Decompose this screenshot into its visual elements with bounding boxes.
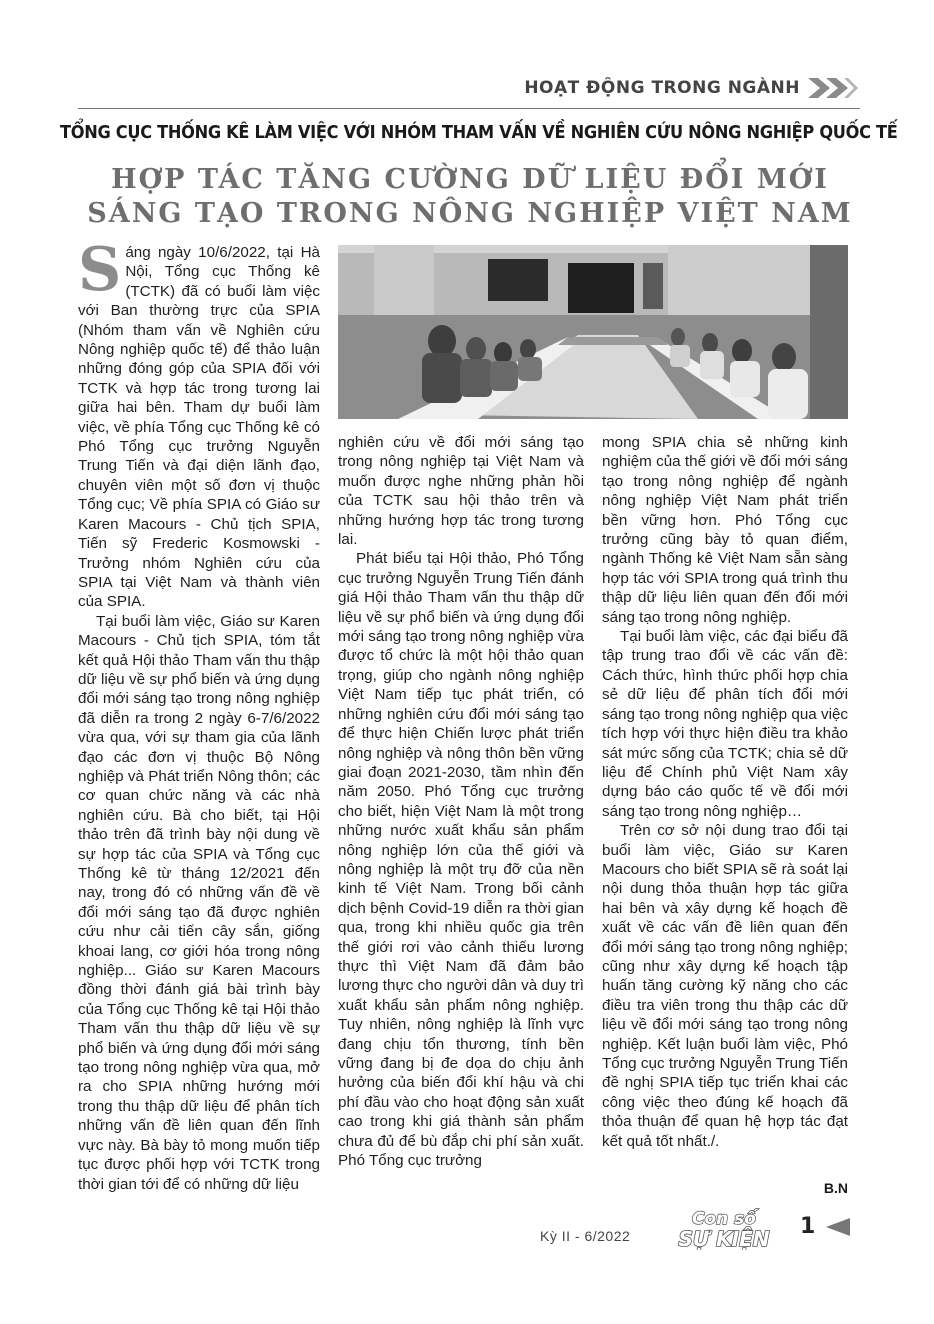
svg-text:SỰ KIỆN: SỰ KIỆN	[678, 1227, 770, 1250]
magazine-logo	[664, 1206, 784, 1250]
headline-line-1: HỢP TÁC TĂNG CƯỜNG DỮ LIỆU ĐỔI MỚI	[111, 164, 829, 195]
paragraph: Phát biểu tại Hội thảo, Phó Tổng cục trưởng Nguyễn Trung Tiến đánh giá Hội thảo Tham vấn thu thập dữ liệu về sự phổ biến và ứng dụng đổi mới sáng tạo trong nông nghiệp vừa được tổ chức là một hội thảo quan trọng, giúp cho ngành nông nghiệp Việt Nam tiếp tục phát triển, có những nghiên cứu đổi mới sáng tạo để thực hiện Chiến lược phát triển nông nghiệp và nông thôn bền vững giai đoạn 2021-2030, tầm nhìn đến năm 2050. Phó Tổng cục trưởng cho biết, hiện Việt Nam là một trong những nước xuất khẩu sản phẩm nông nghiệp lớn của thế giới và nông nghiệp là một trụ đỡ của nền kinh tế Việt Nam. Trong bối cảnh dịch bệnh Covid-19 diễn ra thời gian qua, trong khi nhiều quốc gia trên thế giới rơi vào cảnh thiếu lương thực thì Việt Nam đã đảm bảo lương thực cho người dân và duy trì xuất khẩu sản phẩm nông nghiệp. Tuy nhiên, nông nghiệp là lĩnh vực đang chịu tổn thương, tính bền vững đang bị đe dọa do chịu ảnh hưởng của biến đổi khí hậu và chi phí đầu vào cho hoạt động sản xuất cao trong khi giá thành sản phẩm chưa đủ để bù đắp chi phí sản xuất. Phó Tổng cục trưởng	[338, 550, 584, 1170]
issue-label: Kỳ II - 6/2022	[540, 1228, 631, 1244]
triangle-left-icon	[822, 1218, 850, 1236]
paragraph: Trên cơ sở nội dung trao đổi tại buổi làm việc, Giáo sư Karen Macours cho biết SPIA sẽ rà soát lại nội dung thỏa thuận hợp tác giữa hai bên và xây dựng kế hoạch đề xuất về các vấn đề liên quan đến đổi mới sáng tạo trong nông nghiệp; cũng như xây dựng kế hoạch tập huấn tăng cường kỹ năng cho các điều tra viên trong thu thập các dữ liệu về đổi mới sáng tạo trong nông nghiệp. Kết luận buổi làm việc, Phó Tổng cục trưởng Nguyễn Trung Tiến đề nghị SPIA tiếp tục triển khai các công việc theo đúng kế hoạch đã thỏa thuận để quan hệ hợp tác đạt kết quả tốt nhất./.	[602, 822, 848, 1150]
meeting-photo	[338, 245, 848, 419]
paragraph: Tại buổi làm việc, các đại biểu đã tập trung trao đổi về các vấn đề: Cách thức, hình thức phối hợp chia sẻ dữ liệu để phân tích đổi mới sáng tạo trong nông nghiệp qua việc tích hợp với thực hiện điều tra khảo sát mức sống của TCTK; chia sẻ dữ liệu để Chính phủ Việt Nam xây dựng báo cáo quốc tế về đổi mới sáng tạo trong nông nghiệp…	[602, 628, 848, 820]
headline-line-2: SÁNG TẠO TRONG NÔNG NGHIỆP VIỆT NAM	[87, 198, 853, 229]
byline: B.N	[823, 1180, 848, 1196]
double-chevron-right-icon	[808, 76, 858, 100]
paragraph: áng ngày 10/6/2022, tại Hà Nội, Tổng cục Thống kê (TCTK) đã có buổi làm việc với Ban thường trực của SPIA (Nhóm tham vấn về Nghiên cứu Nông nghiệp quốc tế) để thảo luận những đóng góp của SPIA đối với TCTK và hợp tác trong tương lai giữa hai bên. Tham dự buổi làm việc, về phía Tổng cục Thống kê có Phó Tổng cục trưởng Nguyễn Trung Tiến và đại diện lãnh đạo, chuyên viên một số đơn vị thuộc Tổng cục; Về phía SPIA có Giáo sư Karen Macours - Chủ tịch SPIA, Tiến sỹ Frederic Kosmowski - Trưởng nhóm Nghiên cứu của SPIA tại Việt Nam và thành viên của SPIA.	[78, 244, 320, 611]
header-divider	[78, 108, 860, 109]
drop-cap: S	[78, 235, 122, 305]
section-label: HOẠT ĐỘNG TRONG NGÀNH	[524, 78, 800, 98]
paragraph: mong SPIA chia sẻ những kinh nghiệm của thế giới về đổi mới sáng tạo trong nông nghiệp để ngành nông nghiệp Việt Nam phát triển bền vững hơn. Phó Tổng cục trưởng cũng bày tỏ quan điểm, ngành Thống kê Việt Nam sẵn sàng hợp tác với SPIA trong quá trình thu thập dữ liệu liên quan đến đổi mới sáng tạo trong nông nghiệp.	[602, 434, 848, 626]
article-column-1	[78, 235, 320, 1194]
article-column-3	[602, 433, 848, 1151]
page-number: 1	[800, 1214, 816, 1239]
paragraph: nghiên cứu về đổi mới sáng tạo trong nông nghiệp tại Việt Nam và muốn được nghe những phản hồi của TCTK sau hội thảo trên và những hướng hợp tác trong tương lai.	[338, 434, 584, 549]
article-column-2	[338, 433, 584, 1170]
article-kicker: TỔNG CỤC THỐNG KÊ LÀM VIỆC VỚI NHÓM THAM VẤN VỀ NGHIÊN CỨU NÔNG NGHIỆP QUỐC TẾ	[60, 122, 898, 143]
paragraph: Tại buổi làm việc, Giáo sư Karen Macours - Chủ tịch SPIA, tóm tắt kết quả Hội thảo Tham vấn thu thập dữ liệu về sự phổ biến và ứng dụng đổi mới sáng tạo trong nông nghiệp đã diễn ra trong 2 ngày 6-7/6/2022 vừa qua, với sự tham gia của lãnh đạo các đơn vị thuộc Bộ Nông nghiệp và Phát triển Nông thôn; các cơ quan chức năng và các nhà nghiên cứu. Bà cho biết, tại Hội thảo trên đã trình bày nội dung về sự hợp tác của SPIA và Tổng cục Thống kê từ tháng 12/2021 đến nay, trong đó có những vấn đề về đổi mới sáng tạo đã được nghiên cứu như cải tiến cây sắn, giống khoai lang, cơ giới hóa trong nông nghiệp... Giáo sư Karen Macours đồng thời đánh giá bài trình bày của Tổng cục Thống kê tại Hội thảo Tham vấn thu thập dữ liệu về sự phổ biến và ứng dụng đổi mới sáng tạo trong nông nghiệp vừa qua, mở ra cho SPIA những hướng mới trong thu thập dữ liệu để phân tích những vấn đề liên quan đến lĩnh vực này. Bà bày tỏ mong muốn tiếp tục được phối hợp với TCTK trong thời gian tới để có những dữ liệu	[78, 612, 320, 1193]
svg-text:Con số: Con số	[692, 1209, 756, 1229]
